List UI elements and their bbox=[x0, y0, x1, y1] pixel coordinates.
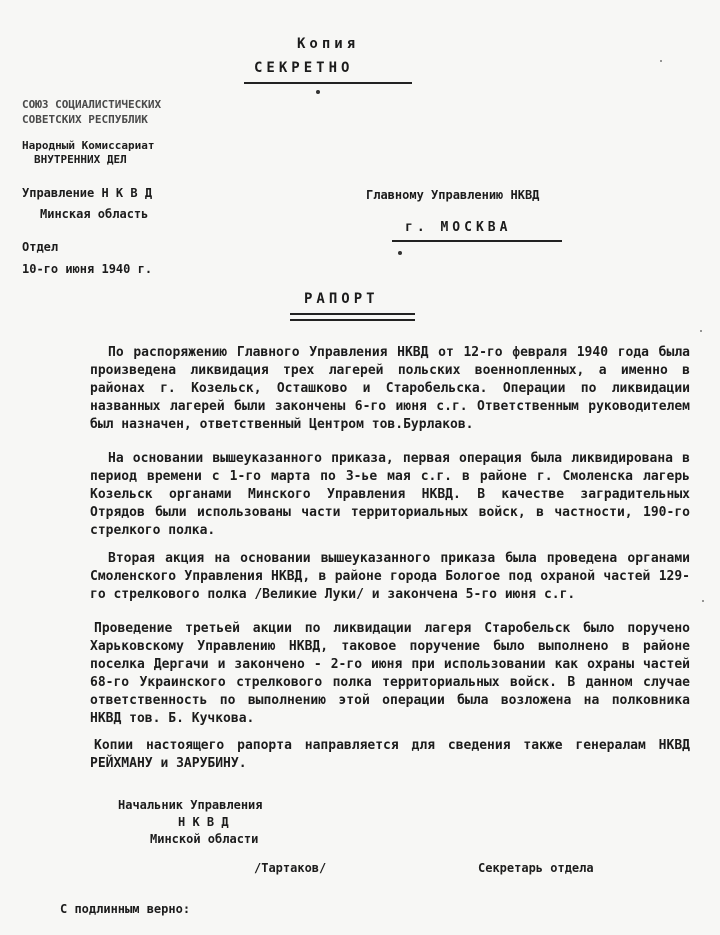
sender-ussr-line: СОЮЗ СОЦИАЛИСТИЧЕСКИХ bbox=[22, 98, 162, 111]
title-underline-2 bbox=[290, 319, 415, 321]
paragraph-5: Копии настоящего рапорта направляется для сведения также генералам НКВД РЕЙХМАНУ и ЗАРУБИНУ. bbox=[90, 738, 690, 771]
recipient-city: г. МОСКВА bbox=[405, 220, 512, 235]
signature-region: Минской области bbox=[150, 832, 259, 846]
header-dot bbox=[316, 90, 320, 94]
title-underline-1 bbox=[290, 313, 415, 315]
paragraph-1: По распоряжению Главного Управления НКВД от 12-го февраля 1940 года была произведена ликвидация трех лагерей польских военнопленных, а именно в районах г. Козельск, Осташково и Старобельска. Операции по ликвидации названных лагерей были закончены 6-го июня с.г. Ответственным руководителем был назначен, ответственный Центром тов.Бурлаков. bbox=[90, 345, 690, 432]
secretary-label: Секретарь отдела bbox=[478, 861, 594, 875]
copy-label: Копия bbox=[297, 36, 360, 52]
secret-stamp: СЕКРЕТНО bbox=[254, 60, 354, 76]
header-underline bbox=[244, 82, 412, 84]
recipient-dot bbox=[398, 251, 402, 255]
scan-speck bbox=[702, 600, 704, 602]
signature-title: Начальник Управления bbox=[118, 798, 263, 812]
sender-directorate: Управление Н К В Д bbox=[22, 186, 153, 200]
document-date: 10-го июня 1940 г. bbox=[22, 262, 153, 276]
paragraph-4: Проведение третьей акции по ликвидации лагеря Старобельск было поручено Харьковскому Управлению НКВД, таковое поручение было выполнено в районе поселка Дергачи и закончено - 2-го июня при использовании как охраны частей 68-го Украинского стрелкового полка территориальных войск. В данном случае ответственность по выполнению этой операции была возложена на полковника НКВД тов. Б. Кучкова. bbox=[90, 621, 690, 726]
certified-copy-line: С подлинным верно: bbox=[60, 902, 191, 916]
sender-department: Отдел bbox=[22, 240, 59, 254]
scan-speck bbox=[660, 60, 662, 62]
document-title: РАПОРТ bbox=[304, 291, 379, 307]
sender-region: Минская область bbox=[40, 207, 149, 221]
signatory-name: /Тартаков/ bbox=[254, 861, 327, 875]
signature-nkvd: Н К В Д bbox=[178, 815, 229, 829]
sender-internal-affairs: ВНУТРЕННИХ ДЕЛ bbox=[34, 153, 127, 166]
scan-speck bbox=[700, 330, 702, 332]
paragraph-2: На основании вышеуказанного приказа, первая операция была ликвидирована в период времени с 1-го марта по 3-ье мая с.г. в районе г. Смоленска лагерь Козельск органами Минского Управления НКВД. В качестве заградительных Отрядов были использованы части территориальных войск, в частности, 190-го стрелкого полка. bbox=[90, 451, 690, 538]
sender-commissariat: Народный Комиссариат bbox=[22, 139, 155, 152]
sender-republics-line: СОВЕТСКИХ РЕСПУБЛИК bbox=[22, 113, 148, 126]
paragraph-3: Вторая акция на основании вышеуказанного приказа была проведена органами Смоленского Управления НКВД, в районе города Бологое под охраной частей 129-го стрелкового полка /Великие Луки/ и закончена 5-го июня с.г. bbox=[90, 551, 690, 602]
recipient-line: Главному Управлению НКВД bbox=[366, 188, 540, 202]
recipient-underline bbox=[392, 240, 562, 242]
